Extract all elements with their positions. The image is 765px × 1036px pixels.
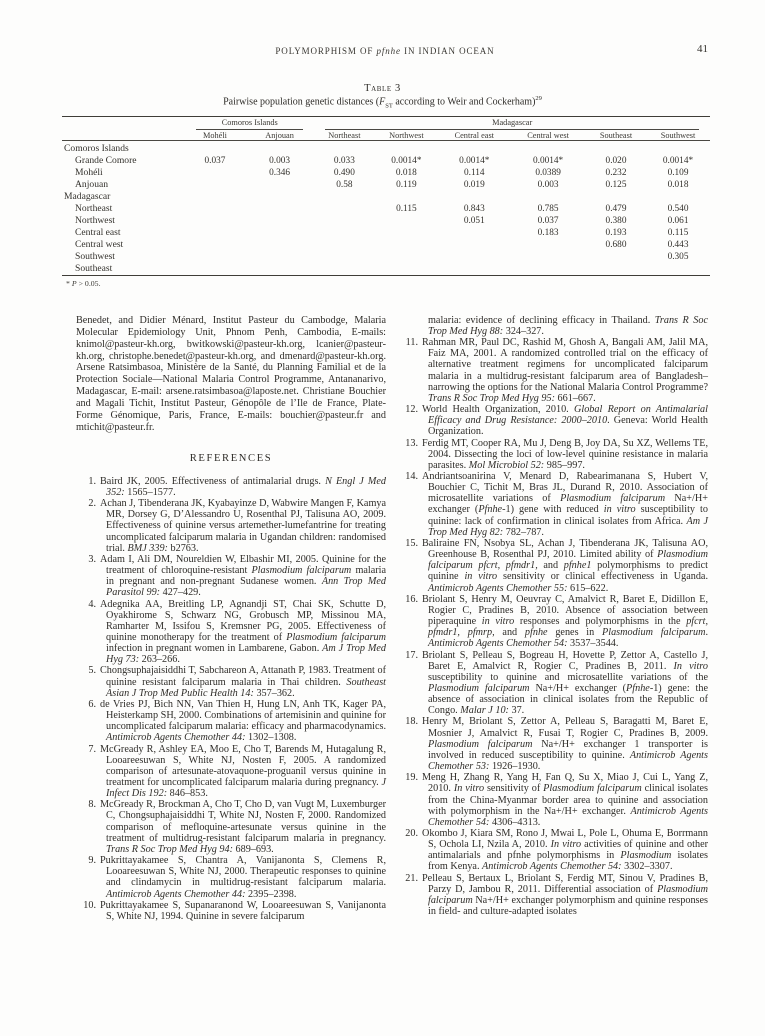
fst-value-cell: 0.58	[336, 179, 353, 190]
running-head	[62, 43, 708, 56]
fst-value-cell	[314, 239, 374, 251]
fst-value-cell	[438, 239, 510, 251]
fst-value-cell	[510, 251, 586, 263]
gene-name-italic: pfnhe	[376, 46, 401, 56]
column-header: Mohéli	[185, 130, 245, 141]
fst-value-cell	[185, 251, 245, 263]
fst-symbol: F	[379, 96, 386, 108]
column-group-header: Madagascar	[314, 117, 710, 131]
reference-item: 19. Meng H, Zhang R, Yang H, Fan Q, Su X, Miao J, Cui L, Yang Z, 2010. In vitro sensitivity of Plasmodium falciparum clinical isolates from the China-Myanmar border area to quinine and association with polymorphism in the Na+/H+ exchanger. Antimicrob Agents Chemother 54: 4306–4313.	[398, 772, 708, 828]
fst-value-cell	[185, 215, 245, 227]
table-row	[62, 155, 710, 167]
table-row	[62, 239, 710, 251]
table-row	[62, 191, 710, 203]
fst-value-cell	[586, 263, 646, 276]
table-row	[62, 263, 710, 276]
row-label: Anjouan	[75, 179, 109, 191]
row-label: Central west	[75, 239, 124, 251]
reference-item: 1. Baird JK, 2005. Effectiveness of antimalarial drugs. N Engl J Med 352: 1565–1577.	[76, 476, 386, 498]
fst-value-cell	[314, 203, 374, 215]
fst-value-cell: 0.119	[396, 179, 417, 190]
table-row	[62, 203, 710, 215]
fst-value-cell: 0.479	[605, 203, 627, 214]
fst-value-cell: 0.037	[537, 215, 559, 226]
fst-value-cell	[438, 251, 510, 263]
right-column	[398, 315, 708, 922]
reference-item: 16. Briolant S, Henry M, Oeuvray C, Amalvict R, Baret E, Didillon E, Rogier C, Pradines B, 2010. Absence of association between piperaquine in vitro responses and polymorphisms in the pfcrt, pfmdr1, pfmrp, and pfnhe genes in Plasmodium falciparum. Antimicrob Agents Chemother 54: 3537–3544.	[398, 594, 708, 650]
table-head	[62, 117, 710, 141]
reference-item: malaria: evidence of declining efficacy in Thailand. Trans R Soc Trop Med Hyg 88: 324–327.	[428, 314, 708, 337]
reference-number: 14.	[405, 471, 418, 483]
fst-value-cell	[185, 239, 245, 251]
reference-item: 11. Rahman MR, Paul DC, Rashid M, Ghosh A, Bangali AM, Jalil MA, Faiz MA, 2001. A randomized controlled trial on the efficacy of alternative treatment regimens for uncomplicated falciparum malaria in a multidrug-resistant falciparum area of Bangladesh–narrowing the options for the National Malaria Control Programme? Trans R Soc Trop Med Hyg 95: 661–667.	[398, 337, 708, 404]
fst-value-cell	[374, 227, 438, 239]
fst-value-cell	[185, 203, 245, 215]
affiliations-paragraph: Benedet, and Didier Ménard, Institut Pasteur du Cambodge, Malaria Molecular Epidemiology Unit, Phnom Penh, Cambodia, E-mails: knimol@pasteur-kh.org, bwitkowski@pasteur-kh.org, lcanier@pasteur-kh.org, christophe.benedet@pasteur-kh.org, and dmenard@pasteur-kh.org. Arsene Ratsimbasoa, Ministère de la Santé, du Planning Familial et de la Protection Sociale—National Malaria Control Programme, Antananarivo, Madagascar, E-mail: arsene.ratsimbasoa@laposte.net. Christiane Bouchier and Magali Tichit, Institut Pasteur, Génopôle de l’Ile de France, Plate-Forme Génomique, Paris, France, E-mails: bouchier@pasteur.fr and mtichit@pasteur.fr.	[76, 314, 386, 433]
table-row	[62, 167, 710, 179]
row-label: Northeast	[75, 203, 113, 215]
fst-value-cell	[245, 203, 315, 215]
fst-value-cell: 0.018	[395, 167, 417, 178]
reference-number: 11.	[405, 337, 418, 349]
reference-number: 1.	[88, 475, 96, 487]
table-label: Table 3	[364, 83, 401, 94]
reference-item: 4. Adegnika AA, Breitling LP, Agnandji ST, Chai SK, Schutte D, Oyakhirome S, Schwarz NG, Grobusch MP, Missinou MA, Ramharter M, Issifou S, Kremsner PG, 2005. Effectiveness of quinine monotherapy for the treatment of Plasmodium falciparum infection in pregnant women in Lambarene, Gabon. Am J Trop Med Hyg 73: 263–266.	[76, 599, 386, 666]
fst-value-cell	[314, 141, 374, 155]
row-label: Southeast	[75, 263, 113, 275]
fst-value-cell: 0.490	[333, 167, 355, 178]
fst-value-cell	[245, 251, 315, 263]
reference-number: 8.	[88, 799, 96, 811]
fst-value-cell	[185, 263, 245, 276]
row-label: Southwest	[75, 251, 115, 263]
table-footnote	[66, 279, 710, 288]
reference-number: 17.	[405, 649, 418, 661]
fst-value-cell: 0.115	[667, 227, 689, 238]
fst-value-cell	[185, 191, 245, 203]
table-row	[62, 179, 710, 191]
fst-value-cell: 0.785	[537, 203, 559, 214]
reference-item: 13. Ferdig MT, Cooper RA, Mu J, Deng B, Joy DA, Su XZ, Wellems TE, 2004. Dissecting the loci of low-level quinine resistance in malaria parasites. Mol Microbiol 52: 985–997.	[398, 438, 708, 471]
fst-value-cell	[245, 239, 315, 251]
fst-value-cell	[314, 215, 374, 227]
fst-value-cell: 0.680	[605, 239, 627, 250]
fst-value-cell	[510, 191, 586, 203]
footnote-asterisk: *	[66, 278, 72, 288]
journal-page	[0, 43, 765, 922]
row-label: Madagascar	[64, 191, 111, 203]
fst-value-cell	[510, 263, 586, 276]
fst-value-cell: 0.061	[667, 215, 689, 226]
fst-value-cell	[245, 263, 315, 276]
reference-item: 10. Pukrittayakamee S, Supanaranond W, Looareesuwan S, Vanijanonta S, White NJ, 1994. Quinine in severe falciparum	[76, 900, 386, 922]
fst-value-cell: 0.183	[537, 227, 559, 238]
fst-value-cell	[374, 141, 438, 155]
fst-value-cell	[374, 251, 438, 263]
fst-value-cell	[314, 251, 374, 263]
fst-value-cell	[185, 227, 245, 239]
fst-value-cell: 0.0014*	[459, 155, 490, 166]
fst-value-cell	[646, 263, 710, 276]
caption-text-post: according to Weir and Cockerham)	[392, 96, 536, 108]
fst-value-cell	[438, 141, 510, 155]
reference-item: 20. Okombo J, Kiara SM, Rono J, Mwai L, Pole L, Ohuma E, Borrmann S, Ochola LI, Nzila A, 2010. In vitro activities of quinine and other antimalarials and pfnhe polymorphisms in Plasmodium isolates from Kenya. Antimicrob Agents Chemother 54: 3302–3307.	[398, 828, 708, 873]
fst-value-cell	[510, 141, 586, 155]
fst-value-cell	[374, 191, 438, 203]
reference-item: 17. Briolant S, Pelleau S, Bogreau H, Hovette P, Zettor A, Castello J, Baret E, Amalvict R, Rogier C, Pradines B, 2011. In vitro susceptibility to quinine and microsatellite variations of the Plasmodium falciparum Na+/H+ exchanger (Pfnhe-1) gene: the absence of association in clinical isolates from the Republic of Congo. Malar J 10: 37.	[398, 650, 708, 717]
fst-value-cell: 0.003	[269, 155, 291, 166]
reference-item: 12. World Health Organization, 2010. Global Report on Antimalarial Efficacy and Drug Resistance: 2000–2010. Geneva: World Health Organization.	[398, 404, 708, 437]
fst-value-cell: 0.380	[605, 215, 627, 226]
fst-value-cell: 0.020	[605, 155, 627, 166]
fst-value-cell	[245, 227, 315, 239]
fst-value-cell	[586, 191, 646, 203]
fst-value-cell: 0.115	[396, 203, 417, 214]
fst-value-cell	[185, 141, 245, 155]
fst-value-cell: 0.346	[269, 167, 291, 178]
fst-value-cell: 0.125	[605, 179, 627, 190]
reference-number: 3.	[88, 553, 96, 565]
caption-text-pre: Pairwise population genetic distances (	[223, 96, 380, 108]
references-heading: REFERENCES	[189, 452, 273, 464]
reference-item: 6. de Vries PJ, Bich NN, Van Thien H, Hung LN, Anh TK, Kager PA, Heisterkamp SH, 2000. Combinations of artemisinin and quinine for uncomplicated falciparum malaria: efficacy and pharmacodynamics. Antimicrob Agents Chemother 44: 1302–1308.	[76, 699, 386, 744]
reference-number: 21.	[405, 872, 418, 884]
reference-item: 14. Andriantsoanirina V, Menard D, Rabearimanana S, Hubert V, Bouchier C, Tichit M, Bras JL, Durand R, 2010. Association of microsatellite variations of Plasmodium falciparum Na+/H+ exchanger (Pfnhe-1) gene with reduced in vitro susceptibility to quinine: lack of confirmation in clinical isolates from Africa. Am J Trop Med Hyg 82: 782–787.	[398, 471, 708, 538]
table-row	[62, 251, 710, 263]
table-row	[62, 141, 710, 155]
fst-value-cell	[374, 239, 438, 251]
fst-value-cell: 0.232	[605, 167, 627, 178]
fst-value-cell: 0.0014*	[391, 155, 422, 166]
reference-item: 7. McGready R, Ashley EA, Moo E, Cho T, Barends M, Hutagalung R, Looareesuwan S, White NJ, Nosten F, 2005. A randomized comparison of artesunate-atovaquone-proguanil versus quinine in treatment for uncomplicated falciparum malaria during pregnancy. J Infect Dis 192: 846–853.	[76, 744, 386, 800]
column-header: Central east	[438, 130, 510, 141]
fst-value-cell	[185, 167, 245, 179]
fst-subscript: ST	[385, 102, 393, 110]
reference-item: 15. Baliraine FN, Nsobya SL, Achan J, Tibenderana JK, Talisuna AO, Greenhouse B, Rosenthal PJ, 2010. Limited ability of Plasmodium falciparum pfcrt, pfmdr1, and pfnhe1 polymorphisms to predict quinine in vitro sensitivity or clinical effectiveness in Uganda. Antimicrob Agents Chemother 55: 615–622.	[398, 538, 708, 594]
reference-number: 4.	[88, 598, 96, 610]
reference-number: 13.	[405, 437, 418, 449]
fst-value-cell: 0.443	[667, 239, 689, 250]
citation-superscript: 29	[535, 95, 542, 102]
row-label: Mohéli	[75, 167, 103, 179]
fst-value-cell	[374, 263, 438, 276]
fst-value-cell: 0.0014*	[662, 155, 694, 166]
fst-value-cell	[245, 179, 315, 191]
footnote-p-symbol: P	[71, 278, 77, 288]
column-header: Northwest	[374, 130, 438, 141]
fst-value-cell	[314, 227, 374, 239]
reference-number: 10.	[83, 899, 96, 911]
reference-number: 16.	[405, 593, 418, 605]
fst-value-cell: 0.843	[463, 203, 485, 214]
fst-value-cell: 0.051	[463, 215, 485, 226]
references-list-right	[398, 315, 708, 917]
running-head-title	[62, 46, 708, 56]
reference-item: 2. Achan J, Tibenderana JK, Kyabayinze D, Wabwire Mangen F, Kamya MR, Dorsey G, D’Alessandro U, Rosenthal PJ, Talisuna AO, 2009. Effectiveness of quinine versus artemether-lumefantrine for treating uncomplicated falciparum malaria in Ugandan children: randomised trial. BMJ 339: b2763.	[76, 498, 386, 554]
running-head-text-post: IN INDIAN OCEAN	[400, 46, 495, 56]
fst-value-cell: 0.019	[463, 179, 485, 190]
reference-item: 18. Henry M, Briolant S, Zettor A, Pelleau S, Baragatti M, Baret E, Mosnier J, Amalvict R, Fusai T, Rogier C, Pradines B, 2009. Plasmodium falciparum Na+/H+ exchanger 1 transporter is involved in reduced susceptibility to quinine. Antimicrob Agents Chemother 53: 1926–1930.	[398, 716, 708, 772]
fst-value-cell: 0.193	[605, 227, 627, 238]
running-head-text-pre: POLYMORPHISM OF	[275, 46, 377, 56]
reference-number: 18.	[405, 716, 418, 728]
reference-number: 20.	[405, 828, 418, 840]
table-caption	[0, 95, 765, 109]
column-header: Southwest	[646, 130, 710, 141]
row-label: Northwest	[75, 215, 115, 227]
fst-value-cell	[438, 227, 510, 239]
fst-value-cell	[245, 141, 315, 155]
reference-item: 21. Pelleau S, Bertaux L, Briolant S, Ferdig MT, Sinou V, Pradines B, Parzy D, Jambou R, 2011. Differential association of Plasmodium falciparum Na+/H+ exchanger polymorphism and quinine responses in field- and culture-adapted isolates	[398, 873, 708, 918]
reference-item: 9. Pukrittayakamee S, Chantra A, Vanijanonta S, Clemens R, Looareesuwan S, White NJ, 2000. Therapeutic responses to quinine and clindamycin in multidrug-resistant falciparum malaria. Antimicrob Agents Chemother 44: 2395–2398.	[76, 855, 386, 900]
fst-value-cell: 0.114	[463, 167, 485, 178]
reference-item: 3. Adam I, Ali DM, Noureldien W, Elbashir MI, 2005. Quinine for the treatment of chloroquine-resistant Plasmodium falciparum malaria in pregnant and non-pregnant Sudanese women. Ann Trop Med Parasitol 99: 427–429.	[76, 554, 386, 599]
two-column-body	[76, 315, 708, 922]
fst-value-cell: 0.037	[204, 155, 226, 166]
reference-number: 6.	[88, 698, 96, 710]
fst-value-cell: 0.0389	[535, 167, 561, 178]
fst-value-cell: 0.0014*	[532, 155, 564, 166]
column-group-header: Comoros Islands	[185, 117, 314, 131]
fst-value-cell	[314, 263, 374, 276]
fst-value-cell	[510, 239, 586, 251]
fst-value-cell	[438, 191, 510, 203]
reference-item: 8. McGready R, Brockman A, Cho T, Cho D, van Vugt M, Luxemburger C, Chongsuphajaisiddhi T, White NJ, Nosten F, 2000. Randomized comparison of mefloquine-artesunate versus quinine in the treatment of multidrug-resistant falciparum malaria in pregnancy. Trans R Soc Trop Med Hyg 94: 689–693.	[76, 799, 386, 855]
references-list-left	[76, 476, 386, 922]
fst-value-cell	[245, 191, 315, 203]
reference-number: 9.	[88, 855, 96, 867]
fst-value-cell	[646, 141, 710, 155]
fst-value-cell: 0.033	[333, 155, 355, 166]
reference-number: 12.	[405, 404, 418, 416]
table-row	[62, 227, 710, 239]
fst-value-cell	[314, 191, 374, 203]
fst-value-cell: 0.109	[667, 167, 689, 178]
row-label: Central east	[75, 227, 121, 239]
fst-value-cell	[185, 179, 245, 191]
fst-value-cell	[646, 191, 710, 203]
reference-number: 15.	[405, 537, 418, 549]
row-label: Grande Comore	[75, 155, 137, 167]
fst-value-cell: 0.540	[667, 203, 689, 214]
genetic-distance-table	[62, 116, 710, 276]
page-number: 41	[697, 43, 708, 55]
footnote-text: > 0.05.	[76, 278, 101, 288]
fst-value-cell	[586, 251, 646, 263]
fst-value-cell	[438, 263, 510, 276]
fst-value-cell	[245, 215, 315, 227]
fst-value-cell	[374, 215, 438, 227]
column-header: Central west	[510, 130, 586, 141]
reference-number: 7.	[88, 743, 96, 755]
fst-value-cell	[586, 141, 646, 155]
fst-value-cell: 0.003	[537, 179, 559, 190]
fst-value-cell: 0.305	[667, 251, 689, 262]
table-row	[62, 215, 710, 227]
reference-item: 5. Chongsuphajaisiddhi T, Sabchareon A, Attanath P, 1983. Treatment of quinine resistant falciparum malaria in Thai children. Southeast Asian J Trop Med Public Health 14: 357–362.	[76, 665, 386, 698]
left-column	[76, 315, 386, 922]
column-header: Northeast	[314, 130, 374, 141]
row-label: Comoros Islands	[64, 143, 129, 155]
column-header: Southeast	[586, 130, 646, 141]
column-header: Anjouan	[245, 130, 315, 141]
reference-number: 2.	[88, 498, 96, 510]
fst-value-cell: 0.018	[667, 179, 689, 190]
reference-number: 19.	[405, 772, 418, 784]
reference-number: 5.	[88, 665, 96, 677]
table-body	[62, 141, 710, 276]
